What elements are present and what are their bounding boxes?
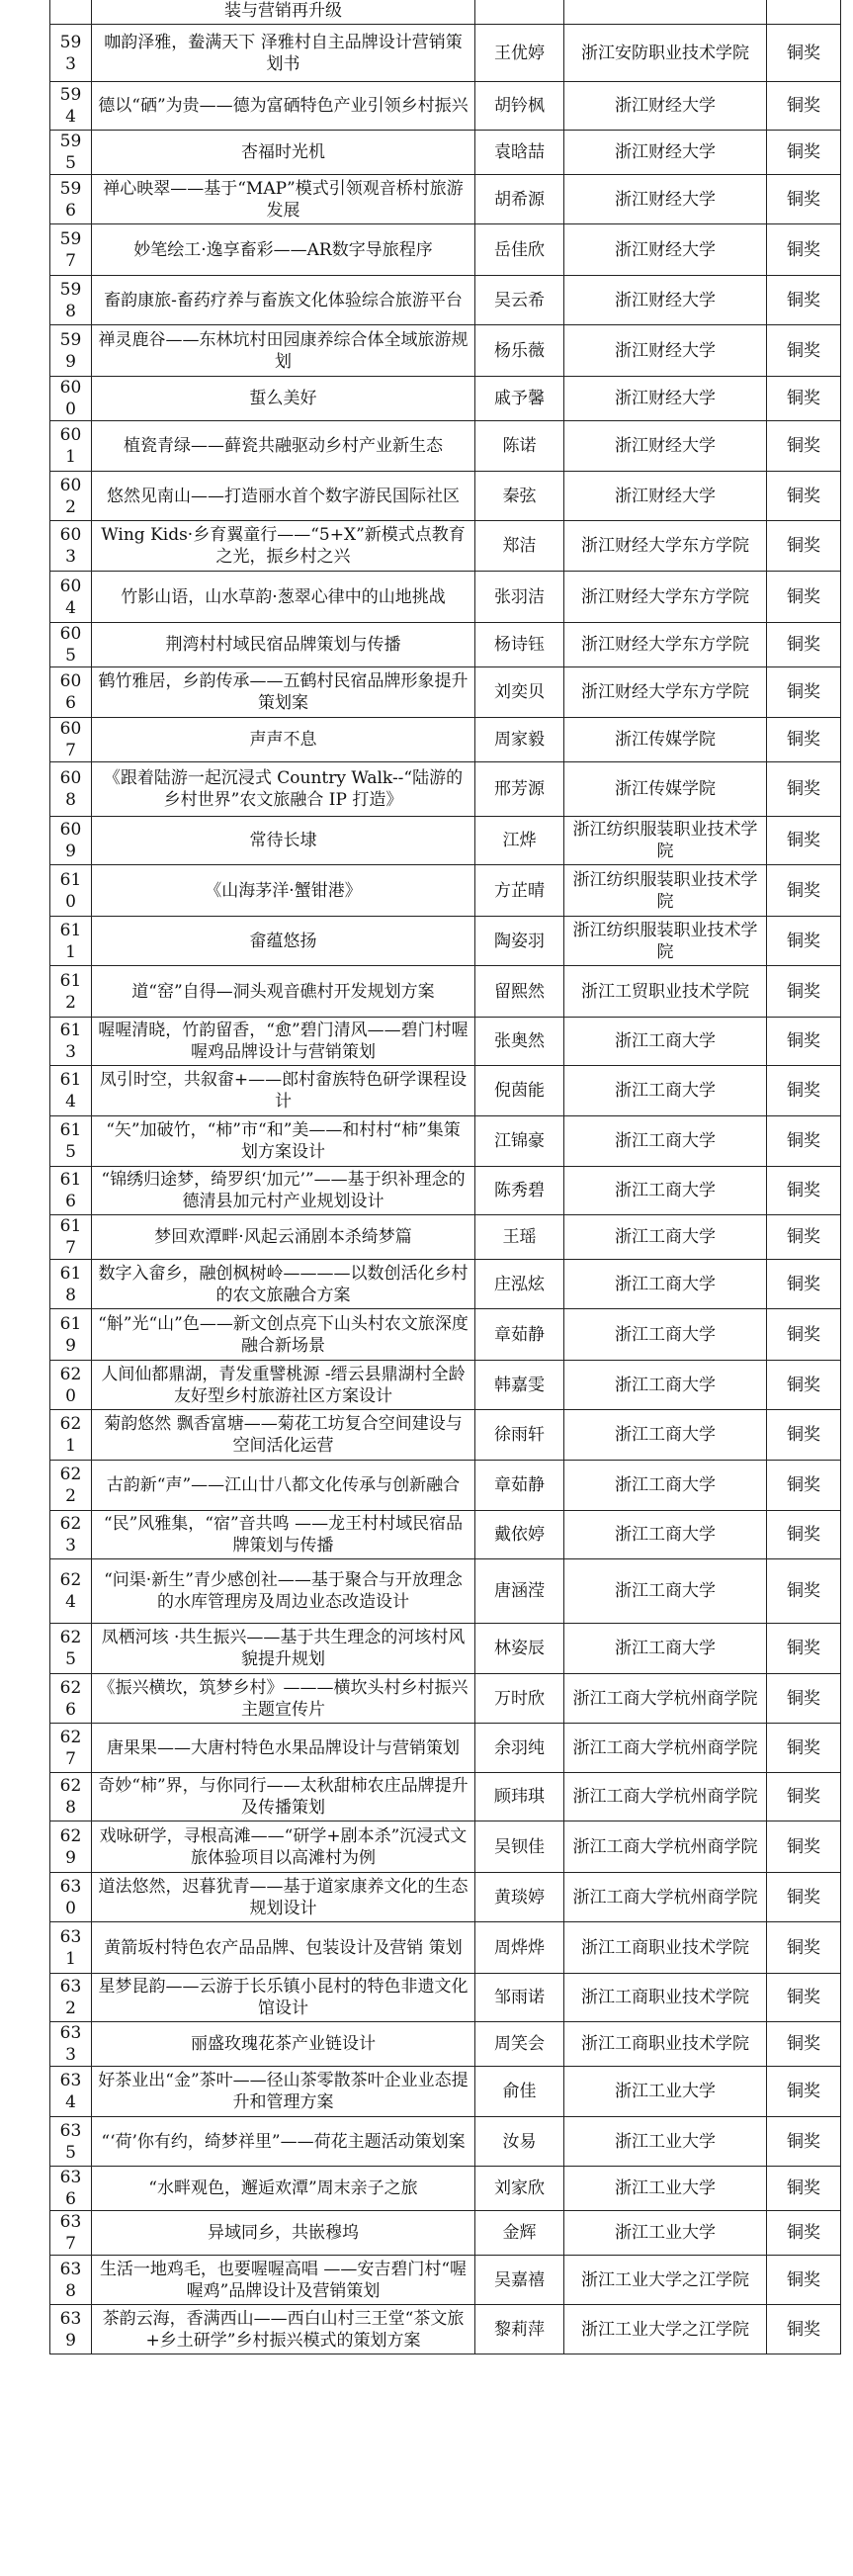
school-cell: 浙江传媒学院 bbox=[564, 718, 767, 762]
leader-name-cell: 庄泓炫 bbox=[475, 1260, 564, 1309]
table-row-fragment bbox=[50, 0, 841, 25]
row-number-cell: 629 bbox=[50, 1821, 92, 1873]
prize-cell: 铜奖 bbox=[767, 718, 841, 762]
row-number-cell: 597 bbox=[50, 224, 92, 276]
prize-cell: 铜奖 bbox=[767, 917, 841, 966]
prize-cell: 铜奖 bbox=[767, 1873, 841, 1922]
school-cell: 浙江工商大学 bbox=[564, 1410, 767, 1461]
leader-name-cell: 陈诺 bbox=[475, 421, 564, 472]
table-row bbox=[50, 2305, 841, 2354]
school-cell: 浙江工业大学 bbox=[564, 2167, 767, 2211]
leader-name-cell: 戴依婷 bbox=[475, 1511, 564, 1559]
prize-cell: 铜奖 bbox=[767, 521, 841, 572]
leader-name-cell: 汝易 bbox=[475, 2117, 564, 2167]
prize-cell: 铜奖 bbox=[767, 572, 841, 623]
school-cell: 浙江财经大学 bbox=[564, 82, 767, 131]
row-number-cell: 639 bbox=[50, 2305, 92, 2354]
prize-cell: 铜奖 bbox=[767, 2167, 841, 2211]
leader-name-cell: 陶姿羽 bbox=[475, 917, 564, 966]
leader-name-cell: 胡钤枫 bbox=[475, 82, 564, 131]
row-number-cell: 620 bbox=[50, 1361, 92, 1410]
table-row bbox=[50, 1410, 841, 1461]
school-cell: 浙江工商大学 bbox=[564, 1215, 767, 1260]
leader-name-cell: 张奥然 bbox=[475, 1018, 564, 1066]
project-title-cell: 装与营销再升级 bbox=[92, 0, 475, 25]
leader-name-cell: 吴钡佳 bbox=[475, 1821, 564, 1873]
prize-cell: 铜奖 bbox=[767, 325, 841, 377]
project-title-cell: Wing Kids·乡育翼童行——“5+X”新模式点教育之光，振乡村之兴 bbox=[92, 521, 475, 572]
table-row bbox=[50, 572, 841, 623]
project-title-cell: “锦绣归途梦，绮罗织‘加元’”——基于织补理念的德清县加元村产业规划设计 bbox=[92, 1167, 475, 1215]
project-title-cell: 声声不息 bbox=[92, 718, 475, 762]
leader-name-cell: 周家毅 bbox=[475, 718, 564, 762]
project-title-cell: 生活一地鸡毛，也要喔喔高唱 ——安吉碧门村“喔喔鸡”品牌设计及营销策划 bbox=[92, 2256, 475, 2305]
leader-name-cell: 张羽洁 bbox=[475, 572, 564, 623]
leader-name-cell bbox=[475, 0, 564, 25]
row-number-cell: 598 bbox=[50, 276, 92, 325]
row-number-cell: 596 bbox=[50, 175, 92, 224]
project-title-cell: 禅心映翠——基于“MAP”模式引领观音桥村旅游发展 bbox=[92, 175, 475, 224]
leader-name-cell: 陈秀碧 bbox=[475, 1167, 564, 1215]
leader-name-cell: 江烨 bbox=[475, 817, 564, 865]
project-title-cell: 凤引时空，共叙畲+——郎村畲族特色研学课程设计 bbox=[92, 1066, 475, 1116]
table-row bbox=[50, 1624, 841, 1674]
school-cell: 浙江工业大学 bbox=[564, 2117, 767, 2167]
row-number-cell: 612 bbox=[50, 966, 92, 1018]
table-row bbox=[50, 25, 841, 82]
school-cell: 浙江工商大学 bbox=[564, 1309, 767, 1361]
prize-cell: 铜奖 bbox=[767, 1116, 841, 1167]
row-number-cell: 617 bbox=[50, 1215, 92, 1260]
school-cell: 浙江工商职业技术学院 bbox=[564, 1922, 767, 1974]
prize-cell: 铜奖 bbox=[767, 2211, 841, 2256]
leader-name-cell: 方芷晴 bbox=[475, 865, 564, 917]
school-cell: 浙江工业大学 bbox=[564, 2067, 767, 2117]
row-number-cell: 621 bbox=[50, 1410, 92, 1461]
row-number-cell: 595 bbox=[50, 131, 92, 175]
table-row bbox=[50, 131, 841, 175]
project-title-cell: 悠然见南山——打造丽水首个数字游民国际社区 bbox=[92, 472, 475, 521]
project-title-cell: 鹤竹雅居，乡韵传承——五鹤村民宿品牌形象提升策划案 bbox=[92, 667, 475, 718]
school-cell: 浙江财经大学 bbox=[564, 472, 767, 521]
prize-cell: 铜奖 bbox=[767, 2305, 841, 2354]
prize-cell: 铜奖 bbox=[767, 421, 841, 472]
row-number-cell: 594 bbox=[50, 82, 92, 131]
school-cell: 浙江工业大学 bbox=[564, 2211, 767, 2256]
leader-name-cell: 周笑会 bbox=[475, 2022, 564, 2067]
project-title-cell: 德以“硒”为贵——德为富硒特色产业引领乡村振兴 bbox=[92, 82, 475, 131]
row-number-cell: 628 bbox=[50, 1773, 92, 1821]
row-number-cell: 611 bbox=[50, 917, 92, 966]
school-cell: 浙江工商大学 bbox=[564, 1260, 767, 1309]
award-list-table bbox=[49, 0, 841, 2354]
school-cell: 浙江工商大学 bbox=[564, 1116, 767, 1167]
row-number-cell: 634 bbox=[50, 2067, 92, 2117]
project-title-cell: 道法悠然，迟暮犹青——基于道家康养文化的生态规划设计 bbox=[92, 1873, 475, 1922]
table-row bbox=[50, 1260, 841, 1309]
table-row bbox=[50, 2167, 841, 2211]
prize-cell: 铜奖 bbox=[767, 1215, 841, 1260]
table-row bbox=[50, 1361, 841, 1410]
prize-cell: 铜奖 bbox=[767, 2022, 841, 2067]
table-row bbox=[50, 1821, 841, 1873]
row-number-cell: 607 bbox=[50, 718, 92, 762]
project-title-cell: 梦回欢潭畔·风起云涌剧本杀绮梦篇 bbox=[92, 1215, 475, 1260]
leader-name-cell: 留熙然 bbox=[475, 966, 564, 1018]
leader-name-cell: 胡希源 bbox=[475, 175, 564, 224]
project-title-cell: 植瓷青绿——藓瓷共融驱动乡村产业新生态 bbox=[92, 421, 475, 472]
leader-name-cell: 邢芳源 bbox=[475, 762, 564, 817]
prize-cell: 铜奖 bbox=[767, 1624, 841, 1674]
leader-name-cell: 邹雨诺 bbox=[475, 1974, 564, 2022]
school-cell: 浙江工业大学之江学院 bbox=[564, 2305, 767, 2354]
project-title-cell: 《振兴横坎，筑梦乡村》———横坎头村乡村振兴主题宣传片 bbox=[92, 1674, 475, 1724]
school-cell: 浙江工商大学 bbox=[564, 1018, 767, 1066]
row-number-cell: 635 bbox=[50, 2117, 92, 2167]
leader-name-cell: 顾玮琪 bbox=[475, 1773, 564, 1821]
row-number-cell: 608 bbox=[50, 762, 92, 817]
school-cell: 浙江财经大学 bbox=[564, 175, 767, 224]
leader-name-cell: 王瑶 bbox=[475, 1215, 564, 1260]
table-row bbox=[50, 1724, 841, 1773]
leader-name-cell: 吴云希 bbox=[475, 276, 564, 325]
row-number-cell: 604 bbox=[50, 572, 92, 623]
row-number-cell: 599 bbox=[50, 325, 92, 377]
row-number-cell: 632 bbox=[50, 1974, 92, 2022]
leader-name-cell: 万时欣 bbox=[475, 1674, 564, 1724]
row-number-cell: 619 bbox=[50, 1309, 92, 1361]
project-title-cell: 黄箭坂村特色农产品品牌、包装设计及营销 策划 bbox=[92, 1922, 475, 1974]
leader-name-cell: 岳佳欣 bbox=[475, 224, 564, 276]
school-cell: 浙江工商大学 bbox=[564, 1066, 767, 1116]
prize-cell: 铜奖 bbox=[767, 472, 841, 521]
row-number-cell: 638 bbox=[50, 2256, 92, 2305]
project-title-cell: 茶韵云海，香满西山——西白山村三王堂“茶文旅+乡土研学”乡村振兴模式的策划方案 bbox=[92, 2305, 475, 2354]
row-number-cell: 613 bbox=[50, 1018, 92, 1066]
school-cell: 浙江工贸职业技术学院 bbox=[564, 966, 767, 1018]
leader-name-cell: 唐涵滢 bbox=[475, 1559, 564, 1624]
project-title-cell: 星梦昆韵——云游于长乐镇小昆村的特色非遗文化馆设计 bbox=[92, 1974, 475, 2022]
school-cell: 浙江工商职业技术学院 bbox=[564, 2022, 767, 2067]
table-row bbox=[50, 817, 841, 865]
project-title-cell: 畜韵康旅-畜药疗养与畜族文化体验综合旅游平台 bbox=[92, 276, 475, 325]
table-row bbox=[50, 1922, 841, 1974]
table-row bbox=[50, 718, 841, 762]
table-row bbox=[50, 623, 841, 667]
prize-cell: 铜奖 bbox=[767, 1559, 841, 1624]
table-row bbox=[50, 2022, 841, 2067]
table-row bbox=[50, 521, 841, 572]
leader-name-cell: 黎莉萍 bbox=[475, 2305, 564, 2354]
table-row bbox=[50, 1773, 841, 1821]
project-title-cell: 丽盛玫瑰花茶产业链设计 bbox=[92, 2022, 475, 2067]
prize-cell: 铜奖 bbox=[767, 224, 841, 276]
prize-cell: 铜奖 bbox=[767, 1018, 841, 1066]
table-row bbox=[50, 2256, 841, 2305]
school-cell: 浙江工商大学杭州商学院 bbox=[564, 1873, 767, 1922]
prize-cell: 铜奖 bbox=[767, 377, 841, 421]
project-title-cell: 古韵新“声”——江山廿八都文化传承与创新融合 bbox=[92, 1461, 475, 1511]
school-cell: 浙江纺织服装职业技术学院 bbox=[564, 865, 767, 917]
project-title-cell: 戏咏研学，寻根高滩——“研学+剧本杀”沉浸式文旅体验项目以高滩村为例 bbox=[92, 1821, 475, 1873]
row-number-cell: 593 bbox=[50, 25, 92, 82]
prize-cell: 铜奖 bbox=[767, 25, 841, 82]
table-row bbox=[50, 1309, 841, 1361]
project-title-cell: 竹影山语，山水草韵·葱翠心律中的山地挑战 bbox=[92, 572, 475, 623]
project-title-cell: 畲蕴悠扬 bbox=[92, 917, 475, 966]
row-number-cell: 637 bbox=[50, 2211, 92, 2256]
project-title-cell: 奇妙“柿”界，与你同行——太秋甜柿农庄品牌提升及传播策划 bbox=[92, 1773, 475, 1821]
project-title-cell: “水畔观色，邂逅欢潭”周末亲子之旅 bbox=[92, 2167, 475, 2211]
prize-cell: 铜奖 bbox=[767, 1361, 841, 1410]
table-row bbox=[50, 2117, 841, 2167]
school-cell: 浙江财经大学 bbox=[564, 276, 767, 325]
table-row bbox=[50, 762, 841, 817]
prize-cell: 铜奖 bbox=[767, 1461, 841, 1511]
prize-cell bbox=[767, 0, 841, 25]
prize-cell: 铜奖 bbox=[767, 1410, 841, 1461]
school-cell: 浙江财经大学 bbox=[564, 377, 767, 421]
row-number-cell: 631 bbox=[50, 1922, 92, 1974]
school-cell: 浙江工商大学 bbox=[564, 1461, 767, 1511]
school-cell: 浙江工商大学 bbox=[564, 1559, 767, 1624]
row-number-cell: 605 bbox=[50, 623, 92, 667]
row-number-cell: 636 bbox=[50, 2167, 92, 2211]
project-title-cell: 数字入畲乡，融创枫树岭————以数创活化乡村的农文旅融合方案 bbox=[92, 1260, 475, 1309]
table-row bbox=[50, 1167, 841, 1215]
prize-cell: 铜奖 bbox=[767, 667, 841, 718]
project-title-cell: 杏福时光机 bbox=[92, 131, 475, 175]
school-cell: 浙江财经大学 bbox=[564, 325, 767, 377]
prize-cell: 铜奖 bbox=[767, 276, 841, 325]
table-row bbox=[50, 472, 841, 521]
leader-name-cell: 章茹静 bbox=[475, 1461, 564, 1511]
school-cell: 浙江纺织服装职业技术学院 bbox=[564, 817, 767, 865]
school-cell bbox=[564, 0, 767, 25]
row-number-cell: 602 bbox=[50, 472, 92, 521]
leader-name-cell: 金辉 bbox=[475, 2211, 564, 2256]
row-number-cell: 610 bbox=[50, 865, 92, 917]
project-title-cell: 荆湾村村域民宿品牌策划与传播 bbox=[92, 623, 475, 667]
school-cell: 浙江工商大学杭州商学院 bbox=[564, 1674, 767, 1724]
prize-cell: 铜奖 bbox=[767, 762, 841, 817]
prize-cell: 铜奖 bbox=[767, 1674, 841, 1724]
prize-cell: 铜奖 bbox=[767, 966, 841, 1018]
school-cell: 浙江财经大学东方学院 bbox=[564, 667, 767, 718]
row-number-cell: 630 bbox=[50, 1873, 92, 1922]
table-row bbox=[50, 865, 841, 917]
school-cell: 浙江财经大学 bbox=[564, 224, 767, 276]
school-cell: 浙江财经大学东方学院 bbox=[564, 572, 767, 623]
row-number-cell: 622 bbox=[50, 1461, 92, 1511]
school-cell: 浙江工业大学之江学院 bbox=[564, 2256, 767, 2305]
school-cell: 浙江工商大学 bbox=[564, 1361, 767, 1410]
project-title-cell: 菊韵悠然 飘香富塘——菊花工坊复合空间建设与空间活化运营 bbox=[92, 1410, 475, 1461]
table-row bbox=[50, 2211, 841, 2256]
prize-cell: 铜奖 bbox=[767, 865, 841, 917]
table-row bbox=[50, 1461, 841, 1511]
project-title-cell: 人间仙都鼎湖，青发重譬桃源 -缙云县鼎湖村全龄友好型乡村旅游社区方案设计 bbox=[92, 1361, 475, 1410]
row-number-cell: 615 bbox=[50, 1116, 92, 1167]
school-cell: 浙江纺织服装职业技术学院 bbox=[564, 917, 767, 966]
leader-name-cell: 杨诗钰 bbox=[475, 623, 564, 667]
table-row bbox=[50, 224, 841, 276]
row-number-cell: 601 bbox=[50, 421, 92, 472]
leader-name-cell: 江锦豪 bbox=[475, 1116, 564, 1167]
project-title-cell: 异域同乡，共嵌穆坞 bbox=[92, 2211, 475, 2256]
project-title-cell: 禅灵鹿谷——东林坑村田园康养综合体全域旅游规划 bbox=[92, 325, 475, 377]
school-cell: 浙江财经大学 bbox=[564, 421, 767, 472]
row-number-cell: 625 bbox=[50, 1624, 92, 1674]
table-row bbox=[50, 1066, 841, 1116]
project-title-cell: 唐果果——大唐村特色水果品牌设计与营销策划 bbox=[92, 1724, 475, 1773]
table-row bbox=[50, 82, 841, 131]
leader-name-cell: 袁晗喆 bbox=[475, 131, 564, 175]
project-title-cell: 凤栖河垓 ·共生振兴——基于共生理念的河垓村风貌提升规划 bbox=[92, 1624, 475, 1674]
leader-name-cell: 戚予馨 bbox=[475, 377, 564, 421]
project-title-cell: 好茶业出“金”茶叶——径山茶零散茶叶企业业态提升和管理方案 bbox=[92, 2067, 475, 2117]
row-number-cell: 614 bbox=[50, 1066, 92, 1116]
row-number-cell: 626 bbox=[50, 1674, 92, 1724]
prize-cell: 铜奖 bbox=[767, 1167, 841, 1215]
school-cell: 浙江财经大学 bbox=[564, 131, 767, 175]
leader-name-cell: 章茹静 bbox=[475, 1309, 564, 1361]
project-title-cell: “斛”光“山”色——新文创点亮下山头村农文旅深度融合新场景 bbox=[92, 1309, 475, 1361]
prize-cell: 铜奖 bbox=[767, 131, 841, 175]
table-row bbox=[50, 325, 841, 377]
school-cell: 浙江工商大学 bbox=[564, 1511, 767, 1559]
table-row bbox=[50, 1974, 841, 2022]
table-row bbox=[50, 1018, 841, 1066]
leader-name-cell: 吴嘉禧 bbox=[475, 2256, 564, 2305]
prize-cell: 铜奖 bbox=[767, 1309, 841, 1361]
prize-cell: 铜奖 bbox=[767, 1511, 841, 1559]
leader-name-cell: 林姿辰 bbox=[475, 1624, 564, 1674]
school-cell: 浙江工商职业技术学院 bbox=[564, 1974, 767, 2022]
row-number-cell: 616 bbox=[50, 1167, 92, 1215]
table-row bbox=[50, 421, 841, 472]
row-number-cell: 623 bbox=[50, 1511, 92, 1559]
row-number-cell: 627 bbox=[50, 1724, 92, 1773]
project-title-cell: 《山海茅洋·蟹钳港》 bbox=[92, 865, 475, 917]
table-row bbox=[50, 1873, 841, 1922]
leader-name-cell: 刘家欣 bbox=[475, 2167, 564, 2211]
project-title-cell: 蜇么美好 bbox=[92, 377, 475, 421]
leader-name-cell: 黄琰婷 bbox=[475, 1873, 564, 1922]
table-row bbox=[50, 966, 841, 1018]
table-row bbox=[50, 377, 841, 421]
leader-name-cell: 王优婷 bbox=[475, 25, 564, 82]
row-number-cell bbox=[50, 0, 92, 25]
table-row bbox=[50, 2067, 841, 2117]
leader-name-cell: 杨乐薇 bbox=[475, 325, 564, 377]
school-cell: 浙江财经大学东方学院 bbox=[564, 521, 767, 572]
prize-cell: 铜奖 bbox=[767, 1066, 841, 1116]
table-row bbox=[50, 1215, 841, 1260]
leader-name-cell: 秦弦 bbox=[475, 472, 564, 521]
school-cell: 浙江工商大学 bbox=[564, 1167, 767, 1215]
prize-cell: 铜奖 bbox=[767, 175, 841, 224]
prize-cell: 铜奖 bbox=[767, 1922, 841, 1974]
leader-name-cell: 余羽纯 bbox=[475, 1724, 564, 1773]
leader-name-cell: 周烨烨 bbox=[475, 1922, 564, 1974]
leader-name-cell: 郑洁 bbox=[475, 521, 564, 572]
leader-name-cell: 倪茵能 bbox=[475, 1066, 564, 1116]
row-number-cell: 603 bbox=[50, 521, 92, 572]
row-number-cell: 606 bbox=[50, 667, 92, 718]
prize-cell: 铜奖 bbox=[767, 623, 841, 667]
project-title-cell: “‘荷’你有约，绮梦祥里”——荷花主题活动策划案 bbox=[92, 2117, 475, 2167]
school-cell: 浙江工商大学杭州商学院 bbox=[564, 1724, 767, 1773]
prize-cell: 铜奖 bbox=[767, 1974, 841, 2022]
school-cell: 浙江工商大学杭州商学院 bbox=[564, 1821, 767, 1873]
prize-cell: 铜奖 bbox=[767, 2117, 841, 2167]
project-title-cell: 道“窑”自得—洞头观音礁村开发规划方案 bbox=[92, 966, 475, 1018]
prize-cell: 铜奖 bbox=[767, 2256, 841, 2305]
leader-name-cell: 俞佳 bbox=[475, 2067, 564, 2117]
table-row bbox=[50, 1511, 841, 1559]
prize-cell: 铜奖 bbox=[767, 82, 841, 131]
school-cell: 浙江工商大学杭州商学院 bbox=[564, 1773, 767, 1821]
school-cell: 浙江传媒学院 bbox=[564, 762, 767, 817]
table-row bbox=[50, 175, 841, 224]
school-cell: 浙江安防职业技术学院 bbox=[564, 25, 767, 82]
project-title-cell: 《跟着陆游一起沉浸式 Country Walk--“陆游的乡村世界”农文旅融合 IP 打造》 bbox=[92, 762, 475, 817]
project-title-cell: “问渠·新生”青少感创社——基于聚合与开放理念的水库管理房及周边业态改造设计 bbox=[92, 1559, 475, 1624]
row-number-cell: 624 bbox=[50, 1559, 92, 1624]
table-row bbox=[50, 1559, 841, 1624]
school-cell: 浙江财经大学东方学院 bbox=[564, 623, 767, 667]
row-number-cell: 600 bbox=[50, 377, 92, 421]
prize-cell: 铜奖 bbox=[767, 1773, 841, 1821]
table-row bbox=[50, 667, 841, 718]
leader-name-cell: 刘奕贝 bbox=[475, 667, 564, 718]
row-number-cell: 618 bbox=[50, 1260, 92, 1309]
table-row bbox=[50, 917, 841, 966]
row-number-cell: 609 bbox=[50, 817, 92, 865]
prize-cell: 铜奖 bbox=[767, 1821, 841, 1873]
project-title-cell: 妙笔绘工·逸享畜彩——AR数字导旅程序 bbox=[92, 224, 475, 276]
prize-cell: 铜奖 bbox=[767, 817, 841, 865]
project-title-cell: 咖韵泽雅，鲞满天下 泽雅村自主品牌设计营销策划书 bbox=[92, 25, 475, 82]
prize-cell: 铜奖 bbox=[767, 1724, 841, 1773]
table-row bbox=[50, 276, 841, 325]
project-title-cell: “矢”加破竹，“柿”市“和”美——和村村“柿”集策划方案设计 bbox=[92, 1116, 475, 1167]
prize-cell: 铜奖 bbox=[767, 2067, 841, 2117]
leader-name-cell: 韩嘉雯 bbox=[475, 1361, 564, 1410]
table-row bbox=[50, 1674, 841, 1724]
row-number-cell: 633 bbox=[50, 2022, 92, 2067]
school-cell: 浙江工商大学 bbox=[564, 1624, 767, 1674]
table-row bbox=[50, 1116, 841, 1167]
award-list-body bbox=[50, 0, 841, 2354]
prize-cell: 铜奖 bbox=[767, 1260, 841, 1309]
leader-name-cell: 徐雨轩 bbox=[475, 1410, 564, 1461]
project-title-cell: 常待长埭 bbox=[92, 817, 475, 865]
project-title-cell: 喔喔清晓，竹韵留香，“愈”碧门清风——碧门村喔喔鸡品牌设计与营销策划 bbox=[92, 1018, 475, 1066]
project-title-cell: “民”风雅集，“宿”音共鸣 ——龙王村村域民宿品牌策划与传播 bbox=[92, 1511, 475, 1559]
